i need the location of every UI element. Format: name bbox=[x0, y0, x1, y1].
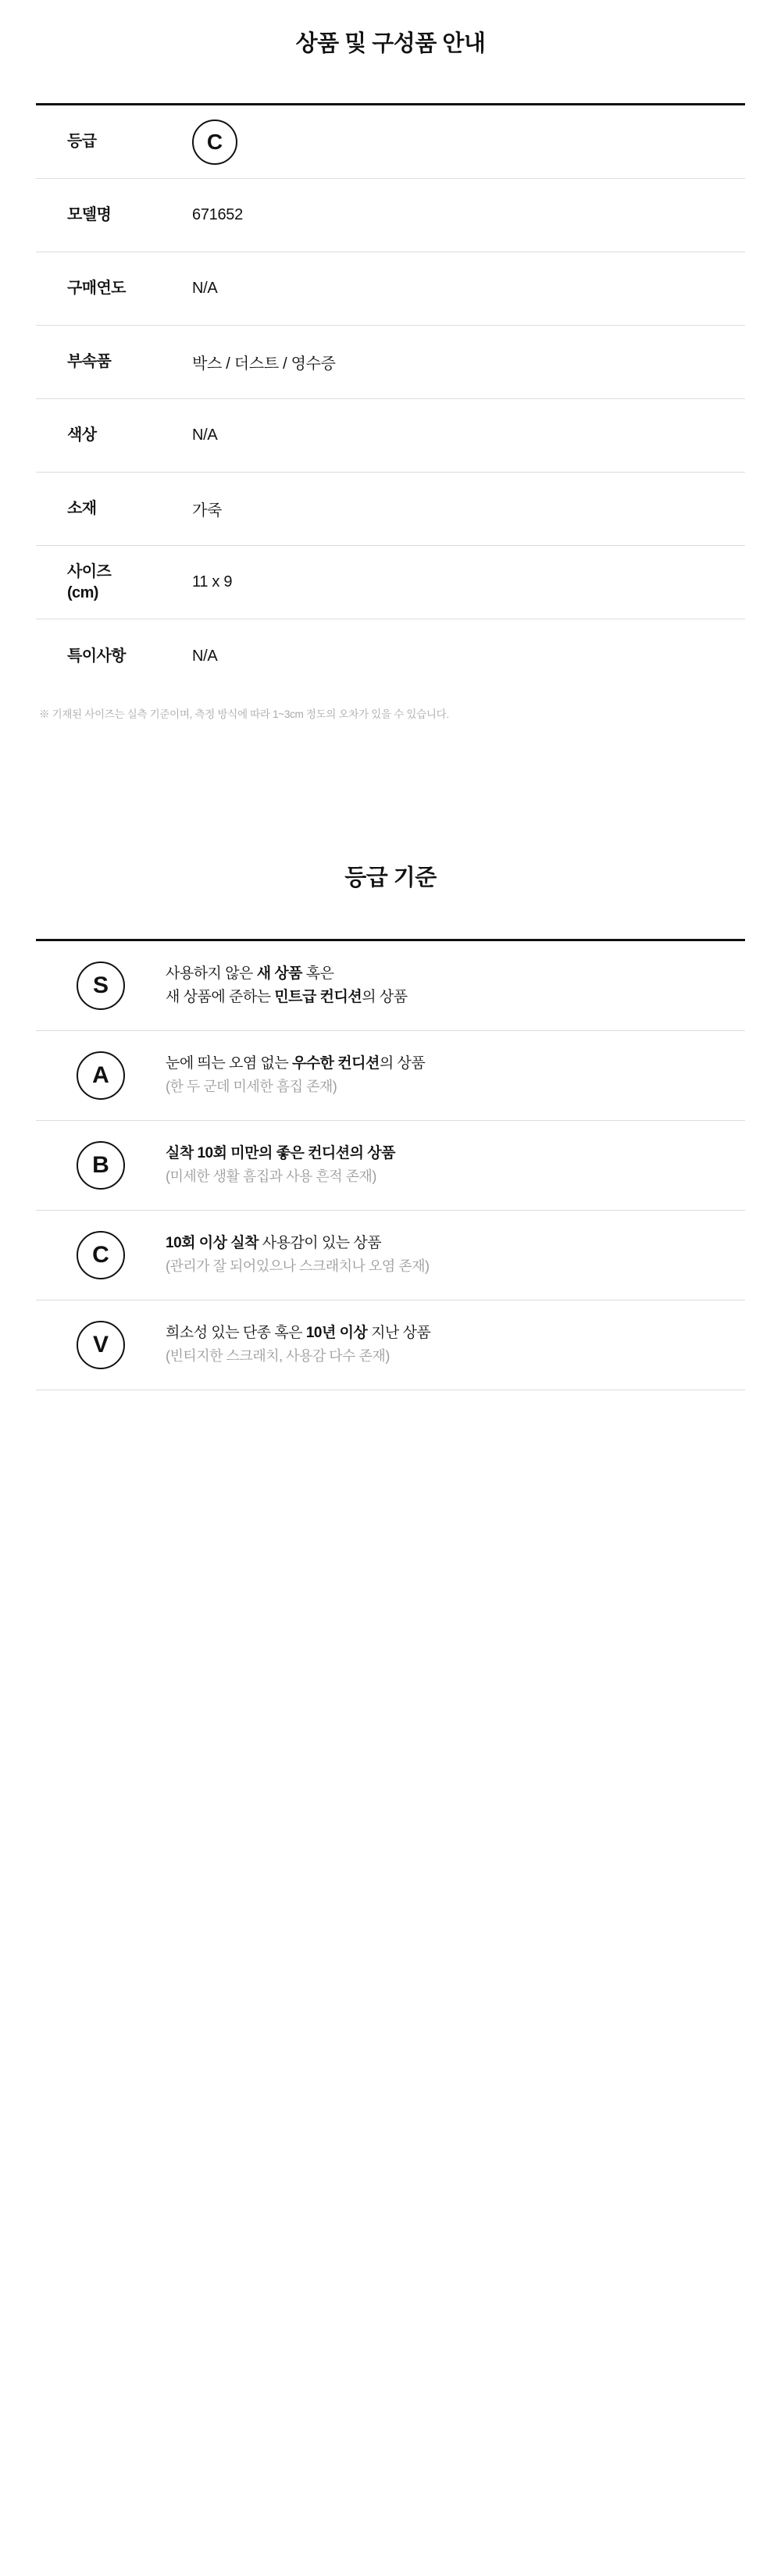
grade-v-badge-icon: V bbox=[77, 1321, 125, 1369]
table-row bbox=[36, 105, 745, 179]
grade-s-description bbox=[166, 962, 745, 1008]
spec-value-color: N/A bbox=[189, 399, 745, 473]
table-row bbox=[36, 326, 745, 399]
spec-label-accessories: 부속품 bbox=[36, 326, 189, 399]
grade-c-main bbox=[166, 1232, 729, 1254]
grade-a-description bbox=[166, 1052, 745, 1098]
grade-criteria-title: 등급 기준 bbox=[344, 865, 437, 890]
bottom-spacer bbox=[0, 1390, 781, 1422]
grade-v-main-bold: 10년 이상 bbox=[305, 1324, 368, 1341]
list-item bbox=[36, 1211, 745, 1300]
spec-label-color: 색상 bbox=[36, 399, 189, 473]
grade-a-main-post: 의 상품 bbox=[379, 1054, 426, 1072]
spec-label-size-line1: 사이즈 bbox=[67, 562, 112, 580]
table-row bbox=[36, 619, 745, 693]
spec-label-purchase-year: 구매연도 bbox=[36, 252, 189, 326]
section-spacer bbox=[0, 723, 781, 840]
grade-a-badge-icon: A bbox=[77, 1051, 125, 1100]
grade-s-main-bold: 새 상품 bbox=[256, 965, 303, 983]
table-row bbox=[36, 252, 745, 326]
grade-c-main-post: 사용감이 있는 상품 bbox=[258, 1234, 382, 1251]
spec-value-remarks: N/A bbox=[192, 647, 218, 665]
table-row bbox=[36, 546, 745, 619]
grade-v-description bbox=[166, 1322, 745, 1368]
list-item bbox=[36, 1121, 745, 1211]
grade-v-sub: (빈티지한 스크래치, 사용감 다수 존재) bbox=[166, 1348, 390, 1365]
spec-label-material: 소재 bbox=[36, 473, 189, 546]
spec-value-purchase-year: N/A bbox=[189, 252, 745, 326]
grade-badge-cell bbox=[36, 962, 166, 1010]
grade-badge-cell bbox=[36, 1051, 166, 1100]
spec-value-model: 671652 bbox=[189, 179, 745, 252]
spec-label-grade: 등급 bbox=[36, 105, 189, 179]
grade-badge-cell bbox=[36, 1321, 166, 1369]
product-detail-page bbox=[0, 15, 781, 1421]
product-spec-table bbox=[36, 105, 745, 693]
grade-s-main bbox=[166, 962, 729, 1008]
grade-s-main-pre: 사용하지 않은 bbox=[166, 965, 257, 983]
size-disclaimer-note: ※ 기재된 사이즈는 실측 기준이며, 측정 방식에 따라 1~3cm 정도의 오차가 있을 수 있습니다. bbox=[39, 708, 449, 720]
page-title: 상품 및 구성품 안내 bbox=[295, 31, 486, 57]
grade-c-description bbox=[166, 1232, 745, 1278]
spec-label-model: 모델명 bbox=[36, 179, 189, 252]
grade-s-main-post: 혹은 bbox=[302, 965, 334, 983]
grade-badge-cell bbox=[36, 1231, 166, 1279]
grade-b-main-bold: 실착 10회 미만의 좋은 컨디션의 상품 bbox=[166, 1144, 395, 1161]
table-row bbox=[36, 179, 745, 252]
spec-value-accessories: 박스 / 더스트 / 영수증 bbox=[189, 326, 745, 399]
table-row bbox=[36, 399, 745, 473]
grade-badge-icon: C bbox=[192, 120, 237, 165]
grade-criteria-list bbox=[36, 939, 745, 1390]
spec-value-material: 가죽 bbox=[189, 473, 745, 546]
grade-a-main-bold: 우수한 컨디션 bbox=[291, 1054, 380, 1072]
grade-criteria-section bbox=[36, 860, 745, 1390]
grade-v-main bbox=[166, 1322, 729, 1344]
grade-s-main2-pre: 새 상품에 준하는 bbox=[166, 988, 275, 1005]
grade-b-description bbox=[166, 1142, 745, 1188]
grade-v-main-pre: 희소성 있는 단종 혹은 bbox=[166, 1324, 306, 1341]
grade-badge-cell bbox=[36, 1141, 166, 1190]
grade-s-main2-post: 의 상품 bbox=[362, 988, 408, 1005]
grade-a-sub: (한 두 군데 미세한 흠집 존재) bbox=[166, 1079, 337, 1095]
grade-s-main2-bold: 민트급 컨디션 bbox=[274, 988, 362, 1005]
grade-s-badge-icon: S bbox=[77, 962, 125, 1010]
list-item bbox=[36, 941, 745, 1031]
grade-c-sub: (관리가 잘 되어있으나 스크래치나 오염 존재) bbox=[166, 1258, 430, 1275]
grade-c-main-bold: 10회 이상 실착 bbox=[166, 1234, 259, 1251]
grade-a-main bbox=[166, 1052, 729, 1075]
grade-c-badge-icon: C bbox=[77, 1231, 125, 1279]
list-item bbox=[36, 1300, 745, 1390]
table-row bbox=[36, 473, 745, 546]
grade-b-sub: (미세한 생활 흠집과 사용 흔적 존재) bbox=[166, 1168, 376, 1185]
grade-b-badge-icon: B bbox=[77, 1141, 125, 1190]
spec-value-grade bbox=[189, 105, 745, 179]
spec-label-size bbox=[36, 546, 189, 619]
spec-label-size-line2: (cm) bbox=[67, 583, 98, 601]
spec-value-size: 11 x 9 bbox=[189, 546, 745, 619]
list-item bbox=[36, 1031, 745, 1121]
grade-b-main bbox=[166, 1142, 729, 1165]
spec-label-remarks: 특이사항 bbox=[67, 647, 126, 665]
product-spec-section bbox=[36, 15, 745, 692]
grade-a-main-pre: 눈에 띄는 오염 없는 bbox=[166, 1054, 292, 1072]
grade-v-main-post: 지난 상품 bbox=[367, 1324, 431, 1341]
